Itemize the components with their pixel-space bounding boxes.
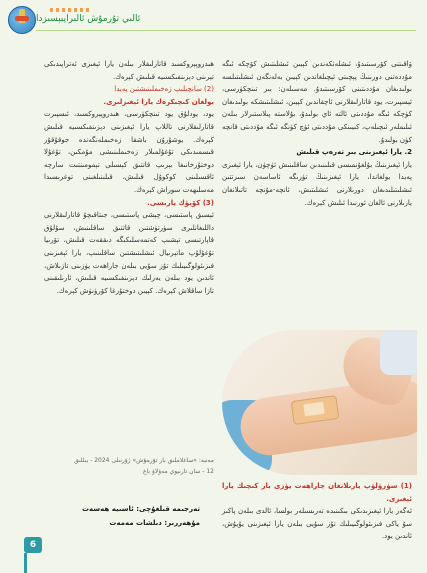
credits [60, 502, 200, 530]
magazine-logo-icon [8, 6, 36, 34]
left-column [44, 58, 214, 297]
section-title: ئالىي تۇرمۇش ئالىراپبېسىزدا [36, 14, 141, 24]
left-heading-2b: بولغان كىچىكرەك يارا ئېغىزلىرى. [103, 97, 214, 106]
page-accent-bar [24, 553, 27, 573]
header-decoration [50, 8, 90, 12]
right-bottom-section [222, 480, 412, 543]
left-paragraph-1: ھىدروپېروكسىد قاتارلىقلار بىلەن يارا ئېغىزى ئەتراپىدىكى تېرىنى دېزىنفىكسىيە قىلىش كېرەك. [44, 60, 214, 81]
wound-paragraph-1: ئەگەر يارا ئېغىزىدىكى بىكىنىدە تەرىسىلەر بولسا، ئالدى بىلەن پاكىز سۇ ياكى فىزىئولوگىيىلىك تۇز سۇيى بىلەن يارا ئېغىزىنى يۇيۇش، ئاندىن يود. [222, 507, 412, 541]
editor-credit: مۇھەررىر: دىلشات مەمەت [109, 519, 200, 527]
wound-heading-1: (1) سۈرۈلۈپ يارىلانغان جاراھەت يۈزى بار كىچىك يارا ئېغىزى. [222, 482, 412, 503]
right-paragraph-1: ۋاقىتنى كۆرسىتىدۇ، ئىشلەتكەندىن كېيىن ئىشلىتىش كۆچكە ئىگە مۇددەتنى دورىنىڭ پېچىتى ئېچىلغاندىن كېيىن بەلەنگەن ئىشلىتىلسە بولىدىغان مۇددىتىنى كۆرسىتىدۇ. مەسىلەن: بىر تىنچكۈرسى، ئېسپىرت، يود قاتارلىقلارنى ئاچقاندىن كېيىن، ئىشلىتىشكە بولىدىغان كۈچكە ئىگە مۇددىتى ئالتە ئاي بولىدۇ، بۇلاستە پىلاستىرلار بىلەن ئىلىملەر ئىچىلەپ، كىيىنكى مۇددىتى ئۈچ كۈنگە ئىگە مۇددىتى قانچە كۈن بولىدۇ. [222, 60, 412, 144]
left-heading-2a: (2) سانچىلىپ زەخىملىنىشتىن پەيدا [114, 85, 214, 94]
page-number: 6 [24, 537, 42, 553]
right-column [222, 58, 412, 209]
right-heading-2: 2. يارا ئېغىزىنى بىر تەرەپ قىلىش [296, 148, 412, 157]
left-heading-3: (3) كۆيۈك يارىسى. [147, 198, 214, 207]
header-divider [36, 30, 416, 31]
source-line-1: مەنبە: «ساغلاملىق بار تۇرمۇش» ژۇرنىلى 2024 - يىللىق [73, 457, 214, 464]
left-paragraph-3: ئېسىق پاستىسى، چېشى پاستىسى، جىتاقىچۇ قاتارلىقلارنى داللىغانلىرى سۈرتۈشتىن قاتتىق ساقلىنىش، سۇلۇق قاپارتىسى تېشىپ كەتمەسلىكىگە دىققەت قىلىش، تۆرىيا تۇغۇلۇپ ماتېرىيال ئىشلىتىشتىن ساقلىنىپ، يارا ئېغىزىنى فىزىئولوگىيىلىك تۇز سۇيى بىلەن جاراھەت يۈزىنى تازىلاش، ئاندىن يود بىلەن يەرلىك دېزىنفىكسىيە قىلىش، ئارىلىقىنى تازا ساقلاش كېرەك. كېيىن دوختۇرغا كۆرۈنۈش كېرەك. [44, 211, 214, 295]
bandage-photo [222, 330, 417, 475]
source-note [44, 455, 214, 477]
source-line-2: 12 - سان تارىيوي مەۋلاۋ باغ [142, 468, 214, 475]
left-paragraph-2: يود، يودلۇق يود تىنچكۈرسى، ھىدروپېروكسىد، ئىسپىرت قاتارلىقلارنى تاللاپ يارا ئېغىزىنى دېزىنفىكسىيە قىلىش كېرەك. يوشۇرۇن باشقا زەخىملەنگەندە جوقۇقۇر قىسمىدىكى تۇغۇلمىلار زەخىملىنىشى مۇمكىن، تۇغۇلا دوختۇرخانىغا بېرىپ قاتتىق كېسىلى تېمومىنتىت سارچە ئاقسىلىنى كوكوۇل قىلىش، قىلىنىلغىنى توغرىسىدا مەسلىھەت سوراش كېرەك. [44, 110, 214, 194]
right-paragraph-2: يارا ئېغىزىنىڭ بۇلغۇنمىسى قىلىنىدىن ساقلىنىش ئۈچۈن، يارا ئېغىزى پەيدا بولغاندا، يارا ئېغىزىنىڭ تۈرىگە ئاساسەن سىرتتىن ئىشلىتىلىدىغان دورىلارنى ئىشلىتىش، ئانچە-مۇنچە تاتىلانغان يارىلارنى ئالغان ئورنىدا ئىلىش كېرەك. [222, 160, 412, 207]
translator-credit: تەرجىمە قىلغۇچى: ئاسىيە ھەسەت [82, 505, 200, 513]
